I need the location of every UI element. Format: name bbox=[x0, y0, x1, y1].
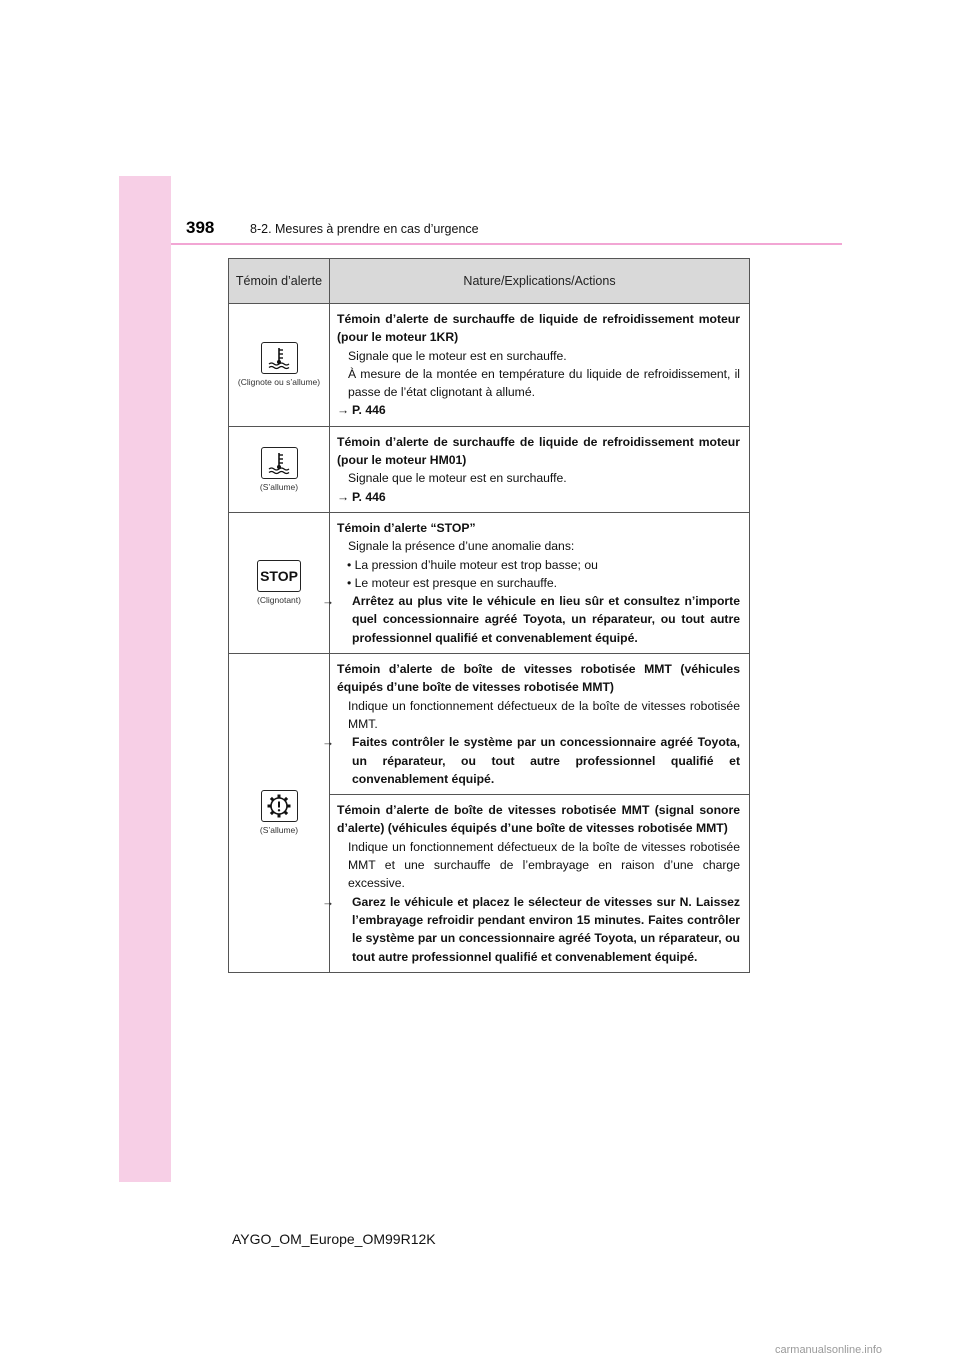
arrow-right-icon: → bbox=[322, 594, 335, 609]
info-cell bbox=[322, 512, 750, 653]
arrow-right-icon: → bbox=[322, 735, 335, 750]
table-row bbox=[229, 654, 750, 795]
table-row bbox=[229, 512, 750, 653]
bullet-item: • La pression d’huile moteur est trop basse; ou bbox=[347, 557, 598, 572]
action-instruction: → Garez le véhicule et placez le sélecteur de vitesses sur N. Laissez l’embrayage refroidir pendant environ 15 minutes. Faites contrôler le système par un concessionnaire agréé Toyota, un réparateur, ou tout autre professionnel qualifié et convenablement équipé. bbox=[322, 894, 740, 964]
description-line: À mesure de la montée en température du liquide de refroidissement, il passe de l’état clignotant à allumé. bbox=[348, 366, 740, 400]
page-number: 398 bbox=[186, 218, 215, 237]
action-instruction: → Arrêtez au plus vite le véhicule en lieu sûr et consultez n’importe quel concessionnaire agréé Toyota, un réparateur, ou tout autre professionnel qualifié et convenablement équipé. bbox=[322, 594, 740, 645]
info-cell bbox=[330, 304, 750, 427]
watermark: carmanualsonline.info bbox=[775, 1344, 883, 1356]
icon-caption: (Clignotant) bbox=[257, 595, 301, 606]
info-cell bbox=[322, 795, 750, 973]
page-reference-link[interactable]: P. 446 bbox=[352, 489, 386, 504]
info-cell bbox=[330, 426, 750, 512]
arrow-right-icon: → bbox=[322, 894, 335, 909]
icon-cell bbox=[229, 304, 330, 427]
warning-title: Témoin d’alerte de boîte de vitesses robotisée MMT (véhicules équipés d’une boîte de vitesses robotisée MMT) bbox=[337, 662, 740, 695]
icon-cell bbox=[229, 654, 330, 973]
icon-caption: (Clignote ou s’allume) bbox=[237, 377, 321, 388]
icon-cell bbox=[229, 512, 330, 653]
warning-title: Témoin d’alerte de boîte de vitesses robotisée MMT (signal sonore d’alerte) (véhicules équipés d’une boîte de vitesses robotisée MMT) bbox=[337, 803, 740, 836]
icon-cell bbox=[229, 426, 330, 512]
description-line: Signale que le moteur est en surchauffe. bbox=[348, 471, 567, 486]
coolant-temperature-icon bbox=[261, 447, 298, 479]
table-row bbox=[229, 304, 750, 427]
table-row bbox=[229, 426, 750, 512]
icon-caption: (S’allume) bbox=[259, 481, 299, 492]
description-line: Indique un fonctionnement défectueux de la boîte de vitesses robotisée MMT et une surchauffe de l’embrayage en raison d’une charge excessive. bbox=[348, 839, 740, 891]
chapter-side-tab bbox=[119, 176, 171, 1182]
warning-title: Témoin d’alerte “STOP” bbox=[337, 520, 476, 535]
action-instruction: → Faites contrôler le système par un concessionnaire agréé Toyota, un réparateur, ou tout autre professionnel qualifié et convenablement équipé. bbox=[322, 735, 740, 786]
column-header-icon: Témoin d’alerte bbox=[229, 259, 330, 304]
arrow-right-icon: → bbox=[337, 403, 350, 418]
warning-title: Témoin d’alerte de surchauffe de liquide de refroidissement moteur (pour le moteur HM01) bbox=[337, 434, 740, 468]
page-reference-link[interactable]: P. 446 bbox=[352, 403, 386, 418]
page-reference bbox=[337, 401, 740, 419]
arrow-right-icon: → bbox=[337, 489, 350, 504]
info-cell bbox=[322, 654, 750, 795]
column-header-info: Nature/Explications/Actions bbox=[330, 259, 750, 304]
header-divider bbox=[171, 243, 842, 245]
coolant-temperature-icon bbox=[261, 342, 298, 374]
stop-icon: STOP bbox=[257, 560, 301, 592]
section-title: 8-2. Mesures à prendre en cas d’urgence bbox=[250, 222, 479, 236]
description-line: Signale que le moteur est en surchauffe. bbox=[348, 348, 567, 363]
transmission-gear-warning-icon bbox=[261, 790, 298, 822]
description-line: Signale la présence d’une anomalie dans: bbox=[348, 539, 575, 554]
bullet-item: • Le moteur est presque en surchauffe. bbox=[347, 575, 558, 590]
icon-caption: (S’allume) bbox=[259, 825, 299, 836]
description-line: Indique un fonctionnement défectueux de la boîte de vitesses robotisée MMT. bbox=[348, 698, 740, 731]
warning-lights-table bbox=[228, 258, 750, 973]
document-code: AYGO_OM_Europe_OM99R12K bbox=[232, 1231, 436, 1247]
page-reference bbox=[337, 488, 740, 506]
warning-title: Témoin d’alerte de surchauffe de liquide de refroidissement moteur (pour le moteur 1KR) bbox=[337, 312, 740, 345]
